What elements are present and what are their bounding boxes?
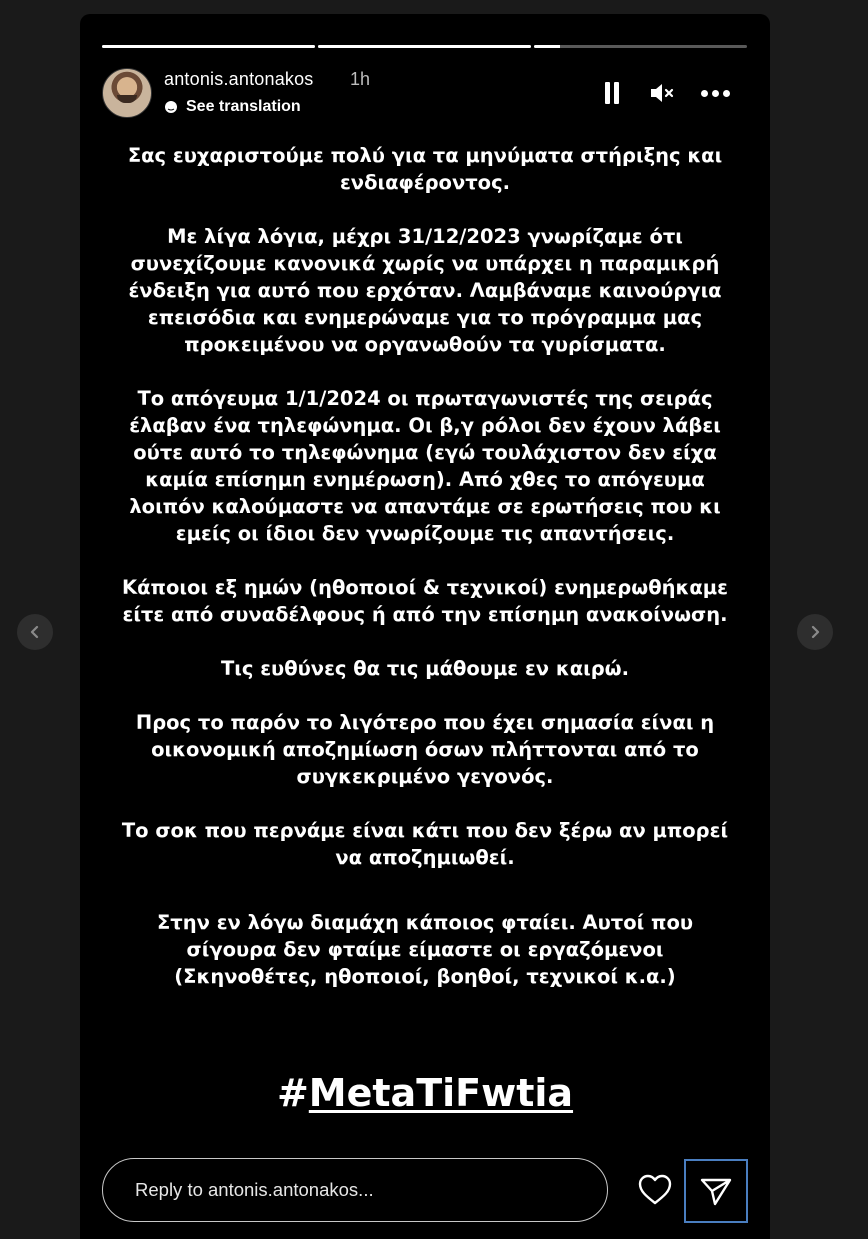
paragraph-gap — [110, 358, 740, 385]
hashtag-text: MetaTiFwtia — [308, 1071, 574, 1115]
heart-icon — [636, 1171, 674, 1209]
story-line: προκειμένου να οργανωθούν τα γυρίσματα. — [184, 333, 666, 356]
progress-segment — [102, 45, 315, 48]
mute-button[interactable] — [648, 78, 676, 108]
story-progress-bar — [102, 45, 747, 48]
progress-segment — [318, 45, 531, 48]
progress-segment — [534, 45, 747, 48]
story-line: (Σκηνοθέτες, ηθοποιοί, βοηθοί, τεχνικοί κ.α.) — [174, 965, 676, 988]
username-link[interactable]: antonis.antonakos — [164, 69, 314, 89]
story-line: ένδειξη για αυτό που ερχόταν. Λαμβάναμε καινούργια — [128, 279, 722, 302]
translate-icon — [164, 100, 178, 114]
pause-button[interactable] — [600, 78, 624, 108]
paragraph-gap — [110, 547, 740, 574]
paragraph-gap — [110, 871, 740, 909]
hashtag[interactable] — [80, 1071, 770, 1115]
story-paragraph — [110, 223, 740, 358]
story-paragraph — [110, 142, 740, 196]
avatar[interactable] — [102, 68, 152, 118]
story-line: λοιπόν καλούμαστε να απαντάμε σε ερωτήσεις που κι — [129, 495, 721, 518]
story-line: ενδιαφέροντος. — [339, 171, 511, 194]
see-translation-button[interactable] — [164, 98, 301, 116]
story-paragraph — [110, 709, 740, 790]
hashtag-symbol: # — [276, 1071, 309, 1115]
story-line: Προς το παρόν το λιγότερο που έχει σημασία είναι η — [135, 711, 715, 734]
story-line: Το απόγευμα 1/1/2024 οι πρωταγωνιστές της σειράς — [137, 387, 713, 410]
paragraph-gap — [110, 628, 740, 655]
story-line: σίγουρα δεν φταίμε είμαστε οι εργαζόμενοι — [186, 938, 664, 961]
send-icon — [698, 1173, 734, 1209]
story-paragraph — [110, 385, 740, 547]
chevron-left-icon — [28, 625, 42, 639]
paragraph-gap — [110, 196, 740, 223]
like-button[interactable] — [636, 1171, 674, 1209]
more-options-icon — [699, 90, 732, 97]
story-text — [110, 142, 740, 990]
story-paragraph — [110, 655, 740, 682]
story-paragraph — [110, 909, 740, 990]
more-options-button[interactable] — [698, 78, 732, 108]
story-paragraph — [110, 817, 740, 871]
chevron-right-icon — [808, 625, 822, 639]
story-line: Με λίγα λόγια, μέχρι 31/12/2023 γνωρίζαμε ότι — [167, 225, 683, 248]
next-story-button[interactable] — [797, 614, 833, 650]
see-translation-label: See translation — [186, 98, 301, 115]
story-line: Κάποιοι εξ ημών (ηθοποιοί & τεχνικοί) ενημερωθήκαμε — [122, 576, 728, 599]
story-card — [80, 14, 770, 1239]
previous-story-button[interactable] — [17, 614, 53, 650]
story-line: Τις ευθύνες θα τις μάθουμε εν καιρώ. — [220, 657, 630, 680]
pause-icon — [603, 82, 621, 104]
progress-fill — [318, 45, 531, 48]
story-header — [102, 66, 747, 120]
story-line: καμία επίσημη ενημέρωση). Από χθες το απόγευμα — [145, 468, 705, 491]
story-line: έλαβαν ένα τηλεφώνημα. Οι β,γ ρόλοι δεν έχουν λάβει — [129, 414, 721, 437]
progress-fill — [102, 45, 315, 48]
story-line: ούτε αυτό το τηλεφώνημα (εγώ τουλάχιστον δεν είχα — [133, 441, 717, 464]
send-button[interactable] — [684, 1159, 748, 1223]
story-line: Στην εν λόγω διαμάχη κάποιος φταίει. Αυτοί που — [156, 911, 694, 934]
reply-input[interactable] — [102, 1158, 608, 1222]
story-line: να αποζημιωθεί. — [335, 846, 515, 869]
story-line: Το σοκ που περνάμε είναι κάτι που δεν ξέρω αν μπορεί — [121, 819, 729, 842]
story-line: συγκεκριμένο γεγονός. — [296, 765, 554, 788]
post-time: 1h — [350, 69, 371, 89]
paragraph-gap — [110, 682, 740, 709]
reply-placeholder: Reply to antonis.antonakos... — [135, 1179, 374, 1200]
story-paragraph — [110, 574, 740, 628]
story-line: είτε από συναδέλφους ή από την επίσημη ανακοίνωση. — [122, 603, 728, 626]
paragraph-gap — [110, 790, 740, 817]
story-line: συνεχίζουμε κανονικά χωρίς να υπάρχει η παραμικρή — [130, 252, 720, 275]
story-line: επεισόδια και ενημερώναμε για το πρόγραμμα μας — [147, 306, 703, 329]
story-line: εμείς οι ίδιοι δεν γνωρίζουμε τις απαντήσεις. — [175, 522, 675, 545]
story-line: οικονομική αποζημίωση όσων πλήττονται από το — [151, 738, 699, 761]
story-line: Σας ευχαριστούμε πολύ για τα μηνύματα στήριξης και — [127, 144, 723, 167]
speaker-muted-icon — [649, 81, 675, 105]
progress-fill — [534, 45, 560, 48]
